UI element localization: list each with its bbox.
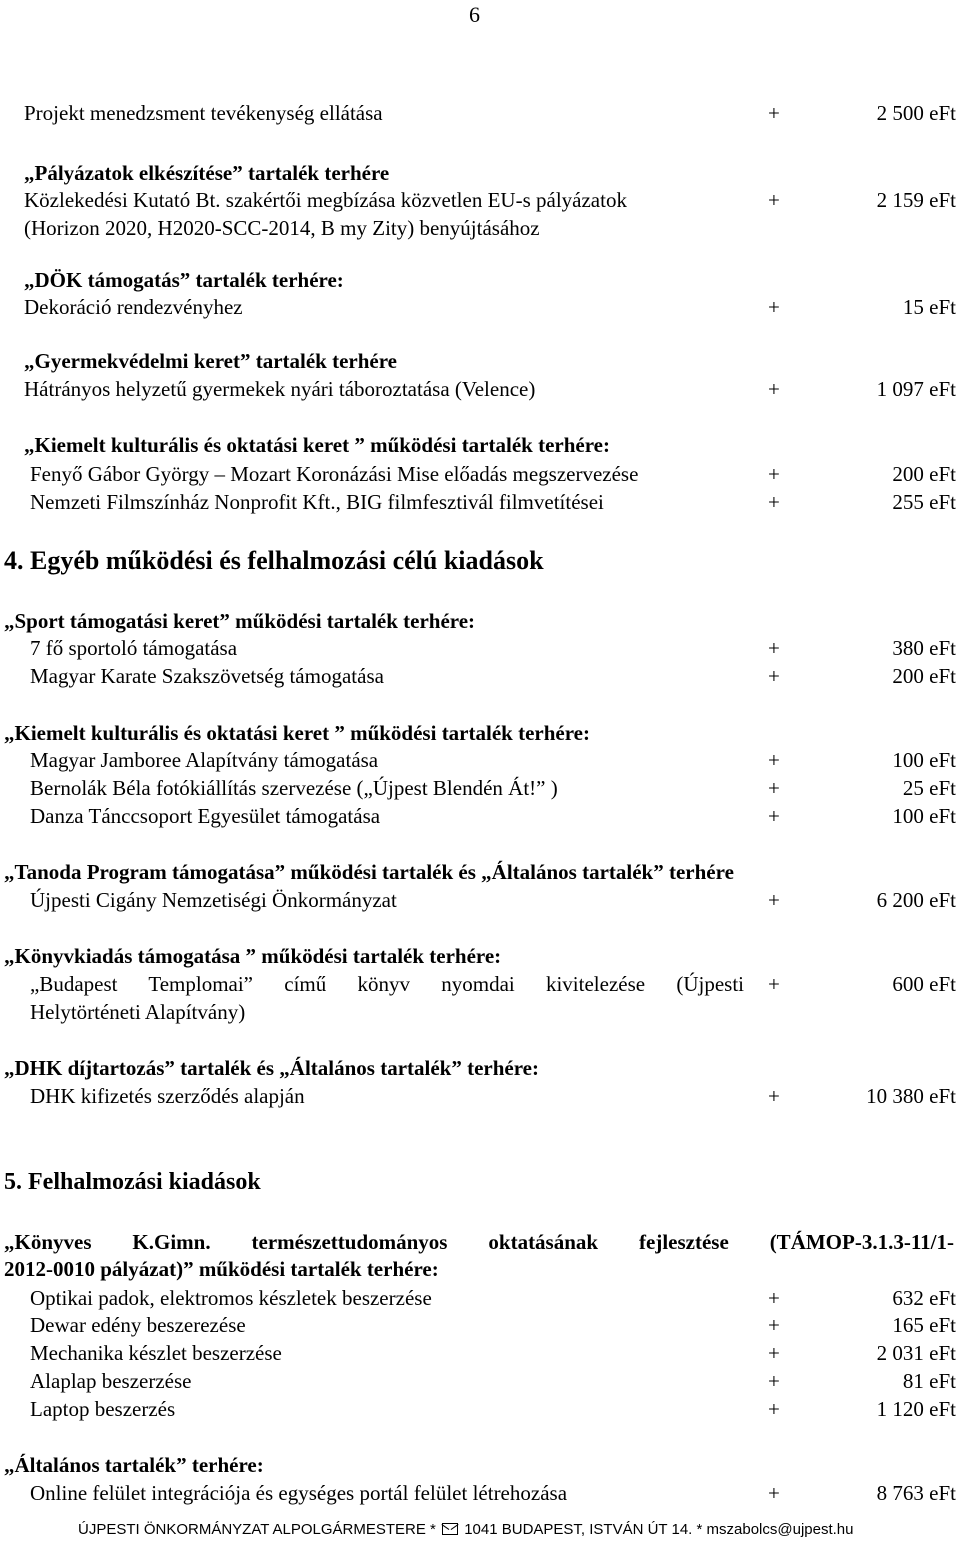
plus-sign: + xyxy=(768,748,780,772)
plus-sign: + xyxy=(768,804,780,828)
amount: 100 eFt xyxy=(892,804,956,828)
item-text: Közlekedési Kutató Bt. szakértői megbízása közvetlen EU-s pályázatok xyxy=(24,188,627,212)
section-heading: „DHK díjtartozás” tartalék és „Általános tartalék” terhére: xyxy=(4,1056,539,1080)
amount: 632 eFt xyxy=(892,1286,956,1310)
amount: 165 eFt xyxy=(892,1313,956,1337)
plus-sign: + xyxy=(768,1397,780,1421)
amount: 200 eFt xyxy=(892,664,956,688)
item-text: Fenyő Gábor György – Mozart Koronázási Mise előadás megszervezése xyxy=(30,462,639,486)
plus-sign: + xyxy=(768,636,780,660)
plus-sign: + xyxy=(768,188,780,212)
item-text: Magyar Jamboree Alapítvány támogatása xyxy=(30,748,379,772)
plus-sign: + xyxy=(768,1481,780,1505)
footer-right-text: 1041 BUDAPEST, ISTVÁN ÚT 14. * mszabolcs@ujpest.hu xyxy=(460,1521,854,1538)
amount: 8 763 eFt xyxy=(876,1481,956,1505)
amount: 1 097 eFt xyxy=(876,377,956,401)
plus-sign: + xyxy=(768,1313,780,1337)
plus-sign: + xyxy=(768,1369,780,1393)
amount: 15 eFt xyxy=(902,295,956,319)
section-heading: „Könyves K.Gimn. természettudományos oktatásának fejlesztése (TÁMOP-3.1.3-11/1- xyxy=(4,1230,954,1254)
page-number: 6 xyxy=(469,2,480,27)
amount: 600 eFt xyxy=(892,972,956,996)
item-text: Laptop beszerzés xyxy=(30,1397,176,1421)
item-text: 7 fő sportoló támogatása xyxy=(30,636,238,660)
item-text: Mechanika készlet beszerzése xyxy=(30,1341,282,1365)
item-text: Danza Tánccsoport Egyesület támogatása xyxy=(30,804,381,828)
item-text: Dewar edény beszerezése xyxy=(30,1313,246,1337)
item-text: Optikai padok, elektromos készletek beszerzése xyxy=(30,1286,432,1310)
amount: 380 eFt xyxy=(892,636,956,660)
item-text: Újpesti Cigány Nemzetiségi Önkormányzat xyxy=(30,888,397,912)
amount: 2 159 eFt xyxy=(876,188,956,212)
section-heading: „Könyvkiadás támogatása ” működési tartalék terhére: xyxy=(4,944,502,968)
amount: 1 120 eFt xyxy=(876,1397,956,1421)
amount: 200 eFt xyxy=(892,462,956,486)
item-text: Alaplap beszerzése xyxy=(30,1369,192,1393)
page-footer xyxy=(78,1522,853,1537)
amount: 255 eFt xyxy=(892,490,956,514)
plus-sign: + xyxy=(768,888,780,912)
item-text: DHK kifizetés szerződés alapján xyxy=(30,1084,305,1108)
item-text: Projekt menedzsment tevékenység ellátása xyxy=(24,101,383,125)
plus-sign: + xyxy=(768,101,780,125)
plus-sign: + xyxy=(768,295,780,319)
section-heading: „Kiemelt kulturális és oktatási keret ” működési tartalék terhére: xyxy=(24,433,610,457)
plus-sign: + xyxy=(768,776,780,800)
footer-left-text: ÚJPESTI ÖNKORMÁNYZAT ALPOLGÁRMESTERE * xyxy=(78,1521,441,1538)
section-heading: „Tanoda Program támogatása” működési tartalék és „Általános tartalék” terhére xyxy=(4,860,734,884)
item-text: Magyar Karate Szakszövetség támogatása xyxy=(30,664,384,688)
amount: 2 500 eFt xyxy=(876,101,956,125)
plus-sign: + xyxy=(768,462,780,486)
plus-sign: + xyxy=(768,490,780,514)
amount: 25 eFt xyxy=(902,776,956,800)
amount: 100 eFt xyxy=(892,748,956,772)
amount: 6 200 eFt xyxy=(876,888,956,912)
chapter-heading: 4. Egyéb működési és felhalmozási célú kiadások xyxy=(4,546,544,575)
section-heading: 2012-0010 pályázat)” működési tartalék terhére: xyxy=(4,1257,439,1281)
item-text: Nemzeti Filmszínház Nonprofit Kft., BIG filmfesztivál filmvetítései xyxy=(30,490,604,514)
section-heading: „Gyermekvédelmi keret” tartalék terhére xyxy=(24,349,397,373)
section-heading: „Általános tartalék” terhére: xyxy=(4,1453,264,1477)
plus-sign: + xyxy=(768,1341,780,1365)
item-text: Dekoráció rendezvényhez xyxy=(24,295,243,319)
amount: 10 380 eFt xyxy=(866,1084,956,1108)
item-text: „Budapest Templomai” című könyv nyomdai kivitelezése (Újpesti xyxy=(30,972,744,996)
item-text: Online felület integrációja és egységes portál felület létrehozása xyxy=(30,1481,568,1505)
item-text: Helytörténeti Alapítvány) xyxy=(30,1000,246,1024)
plus-sign: + xyxy=(768,1286,780,1310)
section-heading: „Sport támogatási keret” működési tartalék terhére: xyxy=(4,609,476,633)
envelope-icon xyxy=(442,1523,458,1535)
item-text: Hátrányos helyzetű gyermekek nyári táboroztatása (Velence) xyxy=(24,377,536,401)
plus-sign: + xyxy=(768,664,780,688)
item-text: (Horizon 2020, H2020-SCC-2014, B my Zity) benyújtásához xyxy=(24,216,540,240)
section-heading: „Pályázatok elkészítése” tartalék terhére xyxy=(24,161,390,185)
plus-sign: + xyxy=(768,1084,780,1108)
section-heading: „Kiemelt kulturális és oktatási keret ” működési tartalék terhére: xyxy=(4,721,590,745)
section-heading: „DÖK támogatás” tartalék terhére: xyxy=(24,268,344,292)
amount: 2 031 eFt xyxy=(876,1341,956,1365)
item-text: Bernolák Béla fotókiállítás szervezése („Újpest Blendén Át!” ) xyxy=(30,776,558,800)
chapter-heading: 5. Felhalmozási kiadások xyxy=(4,1169,261,1195)
amount: 81 eFt xyxy=(902,1369,956,1393)
plus-sign: + xyxy=(768,972,780,996)
plus-sign: + xyxy=(768,377,780,401)
